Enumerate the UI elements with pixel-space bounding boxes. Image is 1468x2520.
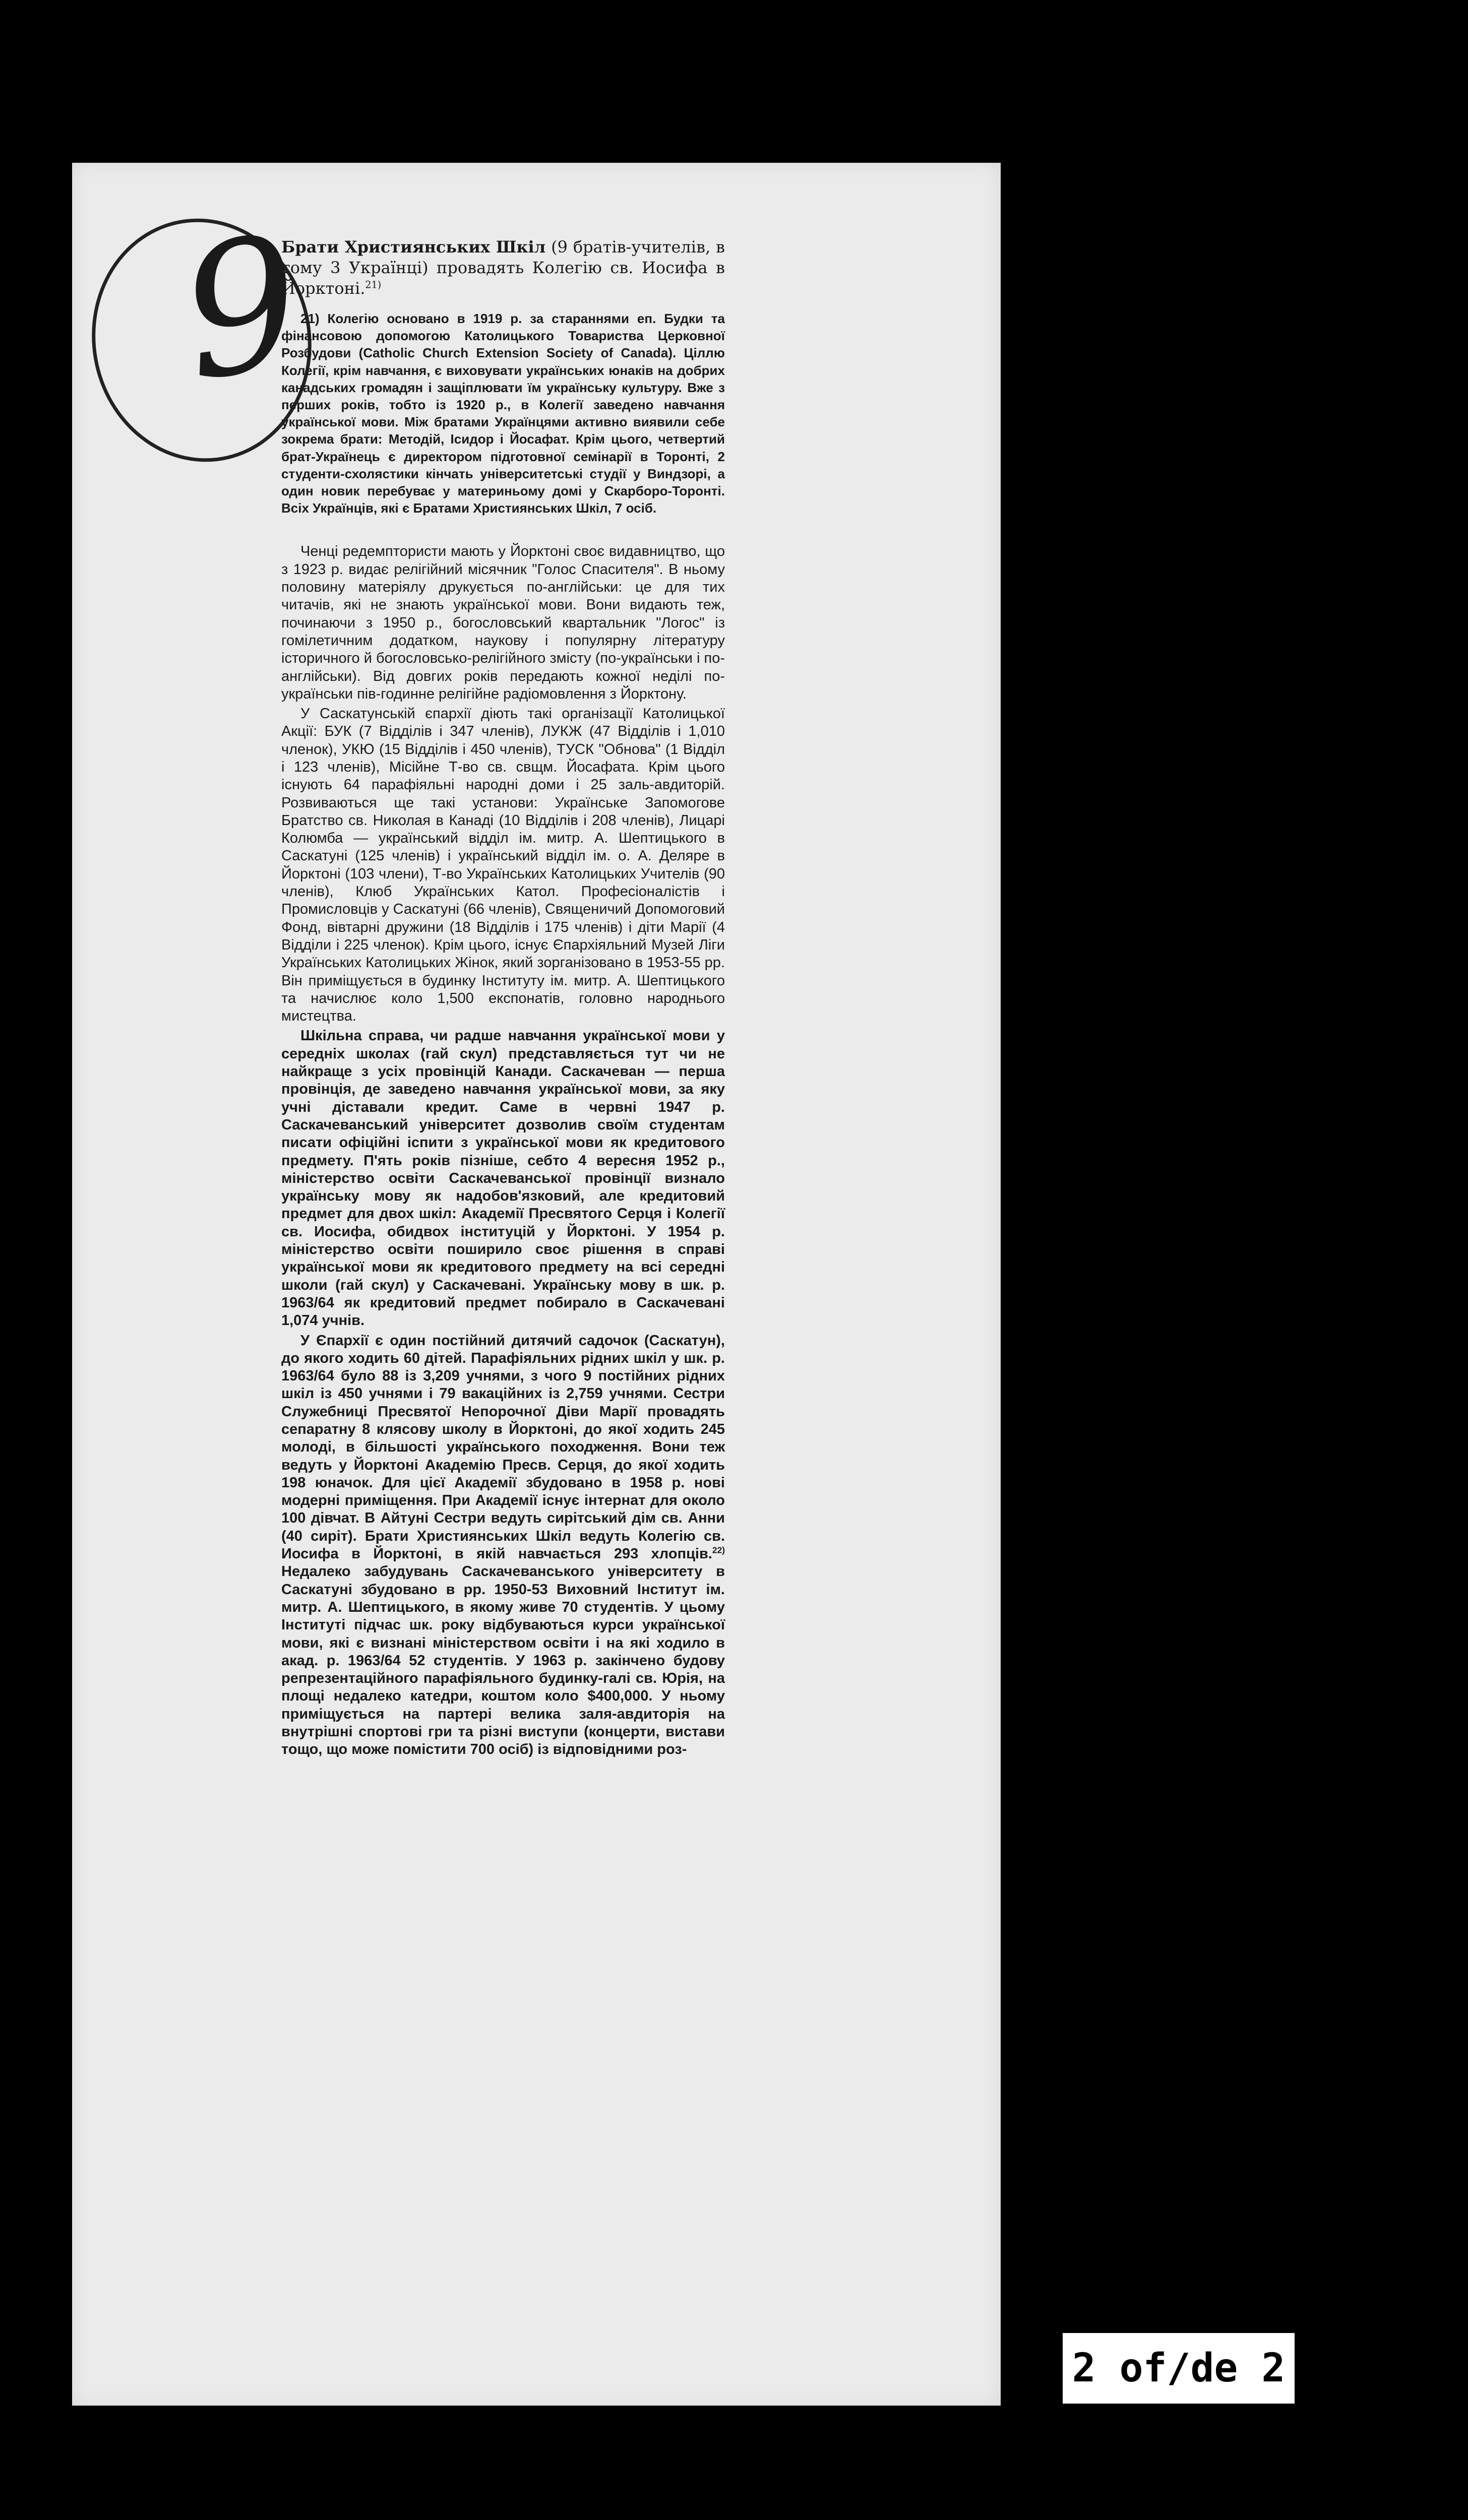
footnote-text: Колегію основано в 1919 р. за стараннями еп. Будки та фінансовою допомогою Католицького Товариства Церковної Розбудови (Catholic Church Extension Society of Canada). Ціллю Колегії, крім навчання, є виховувати українських юнаків на добрих канадських громадян і защіплювати їм українську культуру. Вже з перших років, тобто із 1920 р., в Колегії заведено навчання української мови. Між братами Українцями активно виявили себе зокрема брати: Методій, Ісидор і Йосафат. Крім цього, четвертий брат-Українець є директором підготовної семінарії в Торонті, 2 студенти-схолястики кінчать університетські студії у Виндзорі, а один новик перебуває у материньому домі у Скарборо-Торонті. Всіх Українців, які є Братами Християнських Шкіл, 7 осіб. (281, 311, 725, 516)
paragraph-eparchy-schools (281, 1332, 725, 1759)
footnote-21 (281, 310, 725, 517)
heading-rest: (9 братів-учителів, в тому 3 Українці) провадять Колегію св. Иосифа в Йорктоні. (281, 237, 725, 298)
footnote-mark: 21) (300, 311, 320, 326)
section-heading (281, 237, 725, 299)
document-page (72, 163, 1001, 2406)
paragraph-school-matters: Шкільна справа, чи радше навчання української мови у середніх школах (гай скул) представляється тут чи не найкраще з усіх провінцій Канади. Саскачеван — перша провінція, де заведено навчання української мови, за яку учні діставали кредит. Саме в червні 1947 р. Саскачеванський університет дозволив своїм студентам писати офіційні іспити з української мови як кредитового предмету. П'ять років пізніше, себто 4 вересня 1952 р., міністерство освіти Саскачеванської провінції визнало українську мову як надобов'язковий, але кредитовий предмет для двох шкіл: Академії Пресвятого Серця і Колегії св. Иосифа, обидвох інституцій у Йорктоні. У 1954 р. міністерство освіти поширило своє рішення в справі української мови як кредитового предмету на всі середні школи (гай скул) у Саскачевані. Українську мову в шк. р. 1963/64 як кредитовий предмет побирало в Саскачевані 1,074 учнів. (281, 1028, 725, 1329)
paragraph-redemptorists: Ченці редемптористи мають у Йорктоні своє видавництво, що з 1923 р. видає релігійний місячник "Голос Спасителя". В ньому половину матеріялу друкується по-англійськи: це для тих читачів, які не знають української мови. Вони видають теж, починаючи з 1950 р., богословський квартальник "Логос" із гомілетичним додатком, наукову і популярну літературу історичного й богословсько-релігійного змісту (по-українськи і по-англійськи). Від довгих років передають кожної неділі по-українськи пів-годинне релігійне радіомовлення з Йорктону. (281, 543, 725, 702)
paragraph-eparchy-tail: Недалеко забудувань Саскачеванського університету в Саскатуні збудовано в рр. 1950-53 Виховний Інститут ім. митр. А. Шептицького, в якому живе 70 студентів. У цьому Інституті підчас шк. року відбуваються курси української мови, які є визнані міністерством освіти і на які ходило в акад. р. 1963/64 52 студентів. У 1963 р. закінчено будову репрезентаційного парафіяльного будинку-галі св. Юрія, на площі недалеко катедри, коштом коло $400,000. У ньому приміщується на партері велика заля-авдиторія на внутрішні спортові гри та різні виступи (концерти, вистави тощо, що може помістити 700 осіб) із відповідними роз- (281, 1563, 725, 1758)
handwritten-page-number: 9 (179, 193, 302, 424)
heading-footnote-ref: 21) (365, 279, 382, 291)
paragraph-footnote-ref: 22) (712, 1545, 725, 1555)
paragraph-eparchy-body: У Єпархії є один постійний дитячий садочок (Саскатун), до якого ходить 60 дітей. Парафіяльних рідних шкіл у шк. р. 1963/64 було 88 із 3,209 учнями, з чого 9 постійних рідних шкіл із 450 учнями і 79 вакаційних із 2,759 учнями. Сестри Служебниці Пресвятої Непорочної Діви Марії провадять сепаратну 8 клясову школу в Йорктоні, до якої ходить 245 молоді, в більшості українського походження. Вони теж ведуть у Йорктоні Академію Пресв. Серця, до якої ходить 198 юначок. Для цієї Академії збудовано в 1958 р. нові модерні приміщення. При Академії існує інтернат для около 100 дівчат. В Айтуні Сестри ведуть сирітський дім св. Анни (40 сиріт). Брати Християнських Шкіл ведуть Колегію св. Иосифа в Йорктоні, в якій навчається 293 хлопців. (281, 1332, 725, 1562)
heading-bold: Брати Християнських Шкіл (281, 237, 546, 257)
paragraph-catholic-action: У Саскатунській єпархії діють такі організації Католицької Акції: БУК (7 Відділів і 347 членів), ЛУКЖ (47 Відділів і 1,010 членок), УКЮ (15 Відділів і 450 членів), ТУСК "Обнова" (1 Відділ і 123 членів), Місійне Т-во св. свщм. Йосафата. Крім цього існують 64 парафіяльні народні доми і 25 заль-авдиторій. Розвиваються ще такі установи: Українське Запомогове Братство св. Николая в Канаді (10 Відділів і 208 членів), Лицарі Колюмба — український відділ ім. митр. А. Шептицького в Саскатуні (125 членів) і український відділ ім. о. А. Деляре в Йорктоні (103 члени), Т-во Українських Католицьких Учителів (90 членів), Клюб Українських Катол. Професіоналістів і Промисловців у Саскатуні (66 членів), Священичий Допомоговий Фонд, вівтарні дружини (18 Відділів і 175 членів) і діти Марії (4 Відділи і 225 членок). Крім цього, існує Єпархіяльний Музей Ліги Українських Католицьких Жінок, який зорганізовано в 1953-55 рр. Він приміщується в будинку Інституту ім. митр. А. Шептицького та начислює коло 1,500 експонатів, головно народнього мистецтва. (281, 706, 725, 1025)
text-column (281, 237, 725, 1759)
microfilm-frame-label: 2 of/de 2 (1063, 2333, 1295, 2404)
